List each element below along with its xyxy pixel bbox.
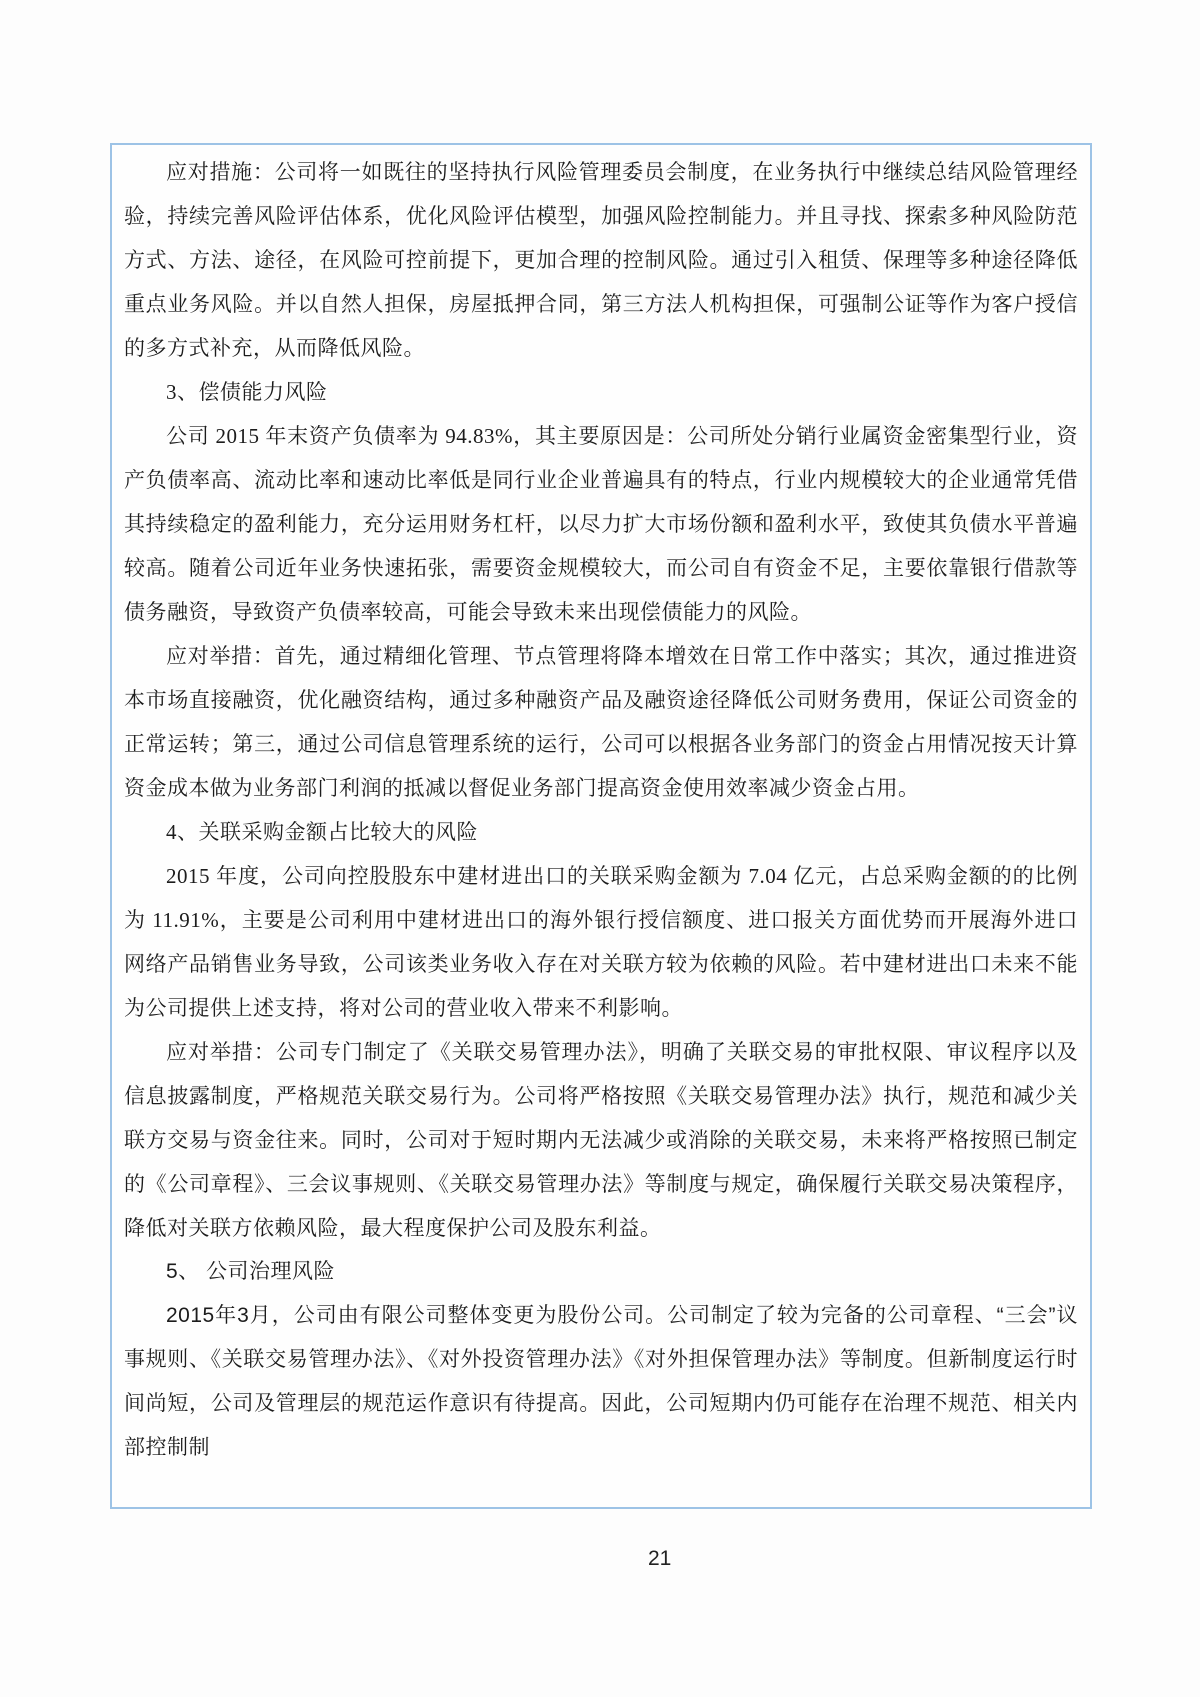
document-text-frame <box>110 143 1092 1509</box>
paragraph: 公司 2015 年末资产负债率为 94.83%，其主要原因是：公司所处分销行业属资金密集型行业，资产负债率高、流动比率和速动比率低是同行业企业普遍具有的特点，行业内规模较大的企业通常凭借其持续稳定的盈利能力，充分运用财务杠杆，以尽力扩大市场份额和盈利水平，致使其负债水平普遍较高。随着公司近年业务快速拓张，需要资金规模较大，而公司自有资金不足，主要依靠银行借款等债务融资，导致资产负债率较高，可能会导致未来出现偿债能力的风险。 <box>124 424 1078 624</box>
section-heading: 3、偿债能力风险 <box>166 380 328 404</box>
section-heading: 5、 公司治理风险 <box>166 1260 336 1283</box>
paragraph: 应对措施：公司将一如既往的坚持执行风险管理委员会制度，在业务执行中继续总结风险管理经验，持续完善风险评估体系，优化风险评估模型，加强风险控制能力。并且寻找、探索多种风险防范方式、方法、途径，在风险可控前提下，更加合理的控制风险。通过引入租赁、保理等多种途径降低重点业务风险。并以自然人担保，房屋抵押合同，第三方法人机构担保，可强制公证等作为客户授信的多方式补充，从而降低风险。 <box>124 160 1078 360</box>
paragraph: 2015 年度，公司向控股股东中建材进出口的关联采购金额为 7.04 亿元，占总采购金额的的比例为 11.91%，主要是公司利用中建材进出口的海外银行授信额度、进口报关方面优势而开展海外进口网络产品销售业务导致，公司该类业务收入存在对关联方较为依赖的风险。若中建材进出口未来不能为公司提供上述支持，将对公司的营业收入带来不利影响。 <box>124 864 1078 1020</box>
paragraph: 应对举措：首先，通过精细化管理、节点管理将降本增效在日常工作中落实；其次，通过推进资本市场直接融资，优化融资结构，通过多种融资产品及融资途径降低公司财务费用，保证公司资金的正常运转；第三，通过公司信息管理系统的运行，公司可以根据各业务部门的资金占用情况按天计算资金成本做为业务部门利润的抵减以督促业务部门提高资金使用效率减少资金占用。 <box>124 644 1078 800</box>
paragraph: 应对举措：公司专门制定了《关联交易管理办法》，明确了关联交易的审批权限、审议程序以及信息披露制度，严格规范关联交易行为。公司将严格按照《关联交易管理办法》执行，规范和减少关联方交易与资金往来。同时，公司对于短时期内无法减少或消除的关联交易，未来将严格按照已制定的《公司章程》、三会议事规则、《关联交易管理办法》等制度与规定，确保履行关联交易决策程序，降低对关联方依赖风险，最大程度保护公司及股东利益。 <box>124 1040 1078 1240</box>
document-body <box>112 145 1090 1470</box>
section-heading: 4、关联采购金额占比较大的风险 <box>166 820 478 844</box>
page-number: 21 <box>648 1547 672 1570</box>
paragraph: 2015年3月，公司由有限公司整体变更为股份公司。公司制定了较为完备的公司章程、“三会”议事规则、《关联交易管理办法》、《对外投资管理办法》《对外担保管理办法》等制度。但新制度运行时间尚短，公司及管理层的规范运作意识有待提高。因此，公司短期内仍可能存在治理不规范、相关内部控制制 <box>124 1304 1078 1459</box>
